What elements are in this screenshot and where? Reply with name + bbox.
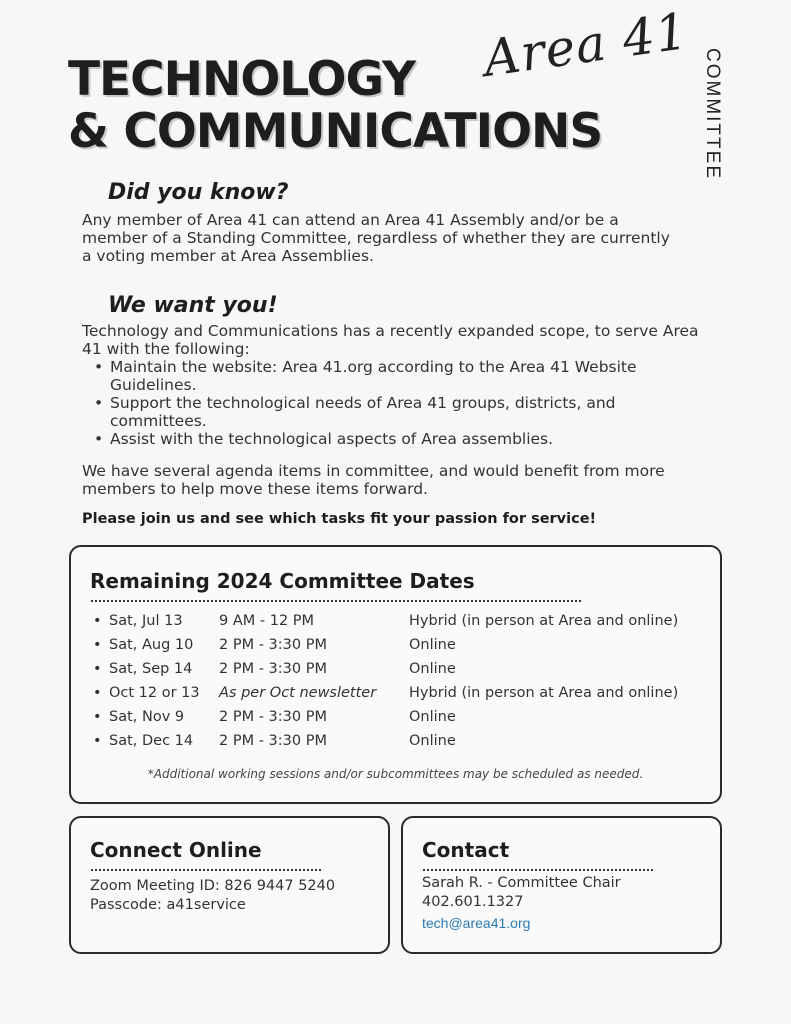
date-cell: Sat, Nov 9 [109,709,185,725]
zoom-meeting-id: Zoom Meeting ID: 826 9447 5240 [90,878,336,894]
bullet-icon: • [93,661,102,677]
mode-cell: Hybrid (in person at Area and online) [409,613,679,629]
time-cell: 9 AM - 12 PM [219,613,315,629]
contact-box [401,816,722,954]
date-row [91,709,711,733]
date-cell: Sat, Jul 13 [109,613,183,629]
date-row [91,733,711,757]
mode-cell: Online [409,733,456,749]
mode-cell: Online [409,661,456,677]
date-row [91,637,711,661]
scope-list-item: • Assist with the technological aspects of Area assemblies. [92,430,712,448]
dotted-divider [91,600,581,602]
bullet-icon: • [93,709,102,725]
did-you-know-heading: Did you know? [108,180,289,205]
mode-cell: Online [409,709,456,725]
did-you-know-text: Any member of Area 41 can attend an Area 41 Assembly and/or be a member of a Standing Committee, regardless of whether they are currently a voting member at Area Assemblies. [82,211,670,265]
scope-list [92,358,712,448]
we-want-you-heading: We want you! [108,293,278,318]
committee-dates-title: Remaining 2024 Committee Dates [90,569,475,593]
zoom-passcode: Passcode: a41service [90,897,246,913]
title-communications: & COMMUNICATIONS [68,104,603,159]
date-cell: Sat, Sep 14 [109,661,193,677]
we-want-you-intro: Technology and Communications has a recently expanded scope, to serve Area 41 with the following: [82,322,699,358]
committee-vertical-label: COMMITTEE [702,48,723,180]
time-cell: 2 PM - 3:30 PM [219,637,327,653]
time-cell: 2 PM - 3:30 PM [219,733,327,749]
connect-online-box [69,816,390,954]
agenda-text: We have several agenda items in committee, and would benefit from more members to help move these items forward. [82,462,665,498]
contact-email-link[interactable]: tech@area41.org [422,915,531,931]
date-cell: Sat, Aug 10 [109,637,194,653]
time-cell: 2 PM - 3:30 PM [219,661,327,677]
scope-list-item: • Support the technological needs of Area 41 groups, districts, and committees. [92,394,712,430]
bullet-icon: • [93,685,102,701]
area-41-script-logo: Area 41 [479,1,692,89]
scope-list-item: • Maintain the website: Area 41.org according to the Area 41 Website Guidelines. [92,358,712,394]
date-row [91,685,711,709]
connect-online-title: Connect Online [90,838,262,862]
bullet-icon: • [93,613,102,629]
bullet-icon: • [93,637,102,653]
join-call-to-action: Please join us and see which tasks fit your passion for service! [82,511,597,527]
time-cell: As per Oct newsletter [219,685,377,701]
committee-dates-box [69,545,722,804]
date-cell: Oct 12 or 13 [109,685,200,701]
bullet-icon: • [93,733,102,749]
date-cell: Sat, Dec 14 [109,733,194,749]
dotted-divider [423,869,653,871]
mode-cell: Online [409,637,456,653]
dotted-divider [91,869,321,871]
contact-phone: 402.601.1327 [422,894,524,910]
date-row [91,661,711,685]
time-cell: 2 PM - 3:30 PM [219,709,327,725]
contact-title: Contact [422,838,510,862]
title-technology: TECHNOLOGY [68,52,416,107]
mode-cell: Hybrid (in person at Area and online) [409,685,679,701]
date-row [91,613,711,637]
contact-name: Sarah R. - Committee Chair [422,875,621,891]
dates-footnote: *Additional working sessions and/or subcommittees may be scheduled as needed. [147,767,644,781]
